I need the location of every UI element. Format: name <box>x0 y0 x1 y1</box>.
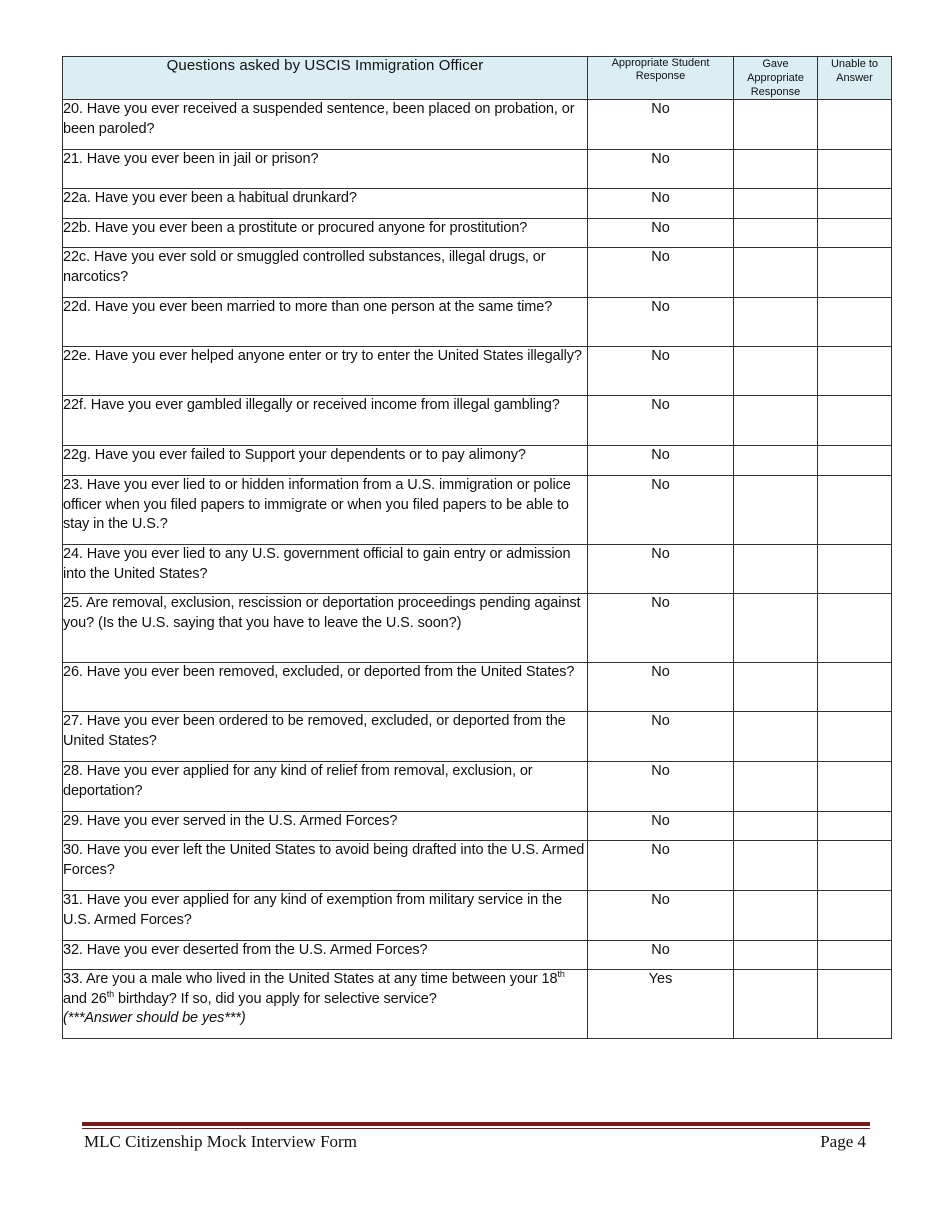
question-cell: 22a. Have you ever been a habitual drunkard? <box>63 189 588 219</box>
expected-answer-cell: No <box>588 594 734 663</box>
unable-to-answer-checkbox-cell[interactable] <box>818 891 892 941</box>
unable-to-answer-checkbox-cell[interactable] <box>818 663 892 712</box>
question-cell: 24. Have you ever lied to any U.S. government official to gain entry or admission into the United States? <box>63 545 588 594</box>
expected-answer-cell: No <box>588 476 734 545</box>
expected-answer-cell: No <box>588 189 734 219</box>
unable-to-answer-checkbox-cell[interactable] <box>818 712 892 762</box>
table-row <box>63 347 892 396</box>
table-row <box>63 891 892 941</box>
table-row <box>63 594 892 663</box>
table-row <box>63 189 892 219</box>
unable-to-answer-checkbox-cell[interactable] <box>818 219 892 248</box>
ordinal-suffix: th <box>106 988 115 999</box>
table-row <box>63 545 892 594</box>
unable-to-answer-checkbox-cell[interactable] <box>818 189 892 219</box>
table-row <box>63 150 892 189</box>
table-row <box>63 941 892 970</box>
gave-response-checkbox-cell[interactable] <box>734 189 818 219</box>
unable-to-answer-checkbox-cell[interactable] <box>818 248 892 298</box>
gave-response-checkbox-cell[interactable] <box>734 663 818 712</box>
ordinal-suffix: th <box>557 969 565 979</box>
footer-divider-thin <box>82 1128 870 1129</box>
gave-response-checkbox-cell[interactable] <box>734 248 818 298</box>
unable-to-answer-checkbox-cell[interactable] <box>818 150 892 189</box>
table-row <box>63 219 892 248</box>
expected-answer-cell: Yes <box>588 970 734 1039</box>
question-text: birthday? If so, did you apply for selective service? <box>114 990 437 1007</box>
question-column-header: Questions asked by USCIS Immigration Officer <box>63 57 588 100</box>
gave-response-checkbox-cell[interactable] <box>734 100 818 150</box>
table-row <box>63 476 892 545</box>
question-cell: 28. Have you ever applied for any kind of relief from removal, exclusion, or deportation? <box>63 762 588 812</box>
gave-response-checkbox-cell[interactable] <box>734 150 818 189</box>
question-cell: 31. Have you ever applied for any kind of exemption from military service in the U.S. Armed Forces? <box>63 891 588 941</box>
answer-note: (***Answer should be yes***) <box>63 1010 246 1026</box>
unable-to-answer-checkbox-cell[interactable] <box>818 841 892 891</box>
question-cell <box>63 970 588 1039</box>
gave-response-checkbox-cell[interactable] <box>734 841 818 891</box>
expected-answer-cell: No <box>588 396 734 446</box>
expected-answer-cell: No <box>588 812 734 841</box>
unable-to-answer-checkbox-cell[interactable] <box>818 594 892 663</box>
page-number: Page 4 <box>820 1132 866 1151</box>
table-row <box>63 100 892 150</box>
gave-response-checkbox-cell[interactable] <box>734 545 818 594</box>
interview-questions-table <box>62 56 892 1039</box>
expected-answer-cell: No <box>588 347 734 396</box>
unable-to-answer-checkbox-cell[interactable] <box>818 396 892 446</box>
footer-title: MLC Citizenship Mock Interview Form <box>84 1132 357 1151</box>
expected-answer-cell: No <box>588 446 734 476</box>
question-cell: 22e. Have you ever helped anyone enter or try to enter the United States illegally? <box>63 347 588 396</box>
table-row <box>63 762 892 812</box>
question-cell: 22b. Have you ever been a prostitute or procured anyone for prostitution? <box>63 219 588 248</box>
expected-answer-cell: No <box>588 762 734 812</box>
gave-response-checkbox-cell[interactable] <box>734 396 818 446</box>
expected-answer-cell: No <box>588 663 734 712</box>
table-header-row <box>63 57 892 100</box>
expected-answer-cell: No <box>588 841 734 891</box>
unable-to-answer-checkbox-cell[interactable] <box>818 762 892 812</box>
question-cell: 25. Are removal, exclusion, rescission or deportation proceedings pending against you? (Is the U.S. saying that you have to leave the U.S. soon?) <box>63 594 588 663</box>
question-cell: 29. Have you ever served in the U.S. Armed Forces? <box>63 812 588 841</box>
gave-response-checkbox-cell[interactable] <box>734 970 818 1039</box>
unable-to-answer-checkbox-cell[interactable] <box>818 298 892 347</box>
expected-answer-cell: No <box>588 150 734 189</box>
unable-to-answer-checkbox-cell[interactable] <box>818 812 892 841</box>
table-row <box>63 712 892 762</box>
expected-answer-cell: No <box>588 100 734 150</box>
unable-to-answer-checkbox-cell[interactable] <box>818 941 892 970</box>
expected-answer-cell: No <box>588 298 734 347</box>
unable-column-header: Unable to Answer <box>818 57 892 100</box>
unable-to-answer-checkbox-cell[interactable] <box>818 476 892 545</box>
gave-response-checkbox-cell[interactable] <box>734 712 818 762</box>
question-cell: 30. Have you ever left the United States to avoid being drafted into the U.S. Armed Forces? <box>63 841 588 891</box>
expected-answer-cell: No <box>588 712 734 762</box>
unable-to-answer-checkbox-cell[interactable] <box>818 347 892 396</box>
expected-answer-cell: No <box>588 545 734 594</box>
table-row <box>63 396 892 446</box>
response-column-header: Appropriate Student Response <box>588 57 734 100</box>
gave-response-checkbox-cell[interactable] <box>734 476 818 545</box>
question-cell: 22f. Have you ever gambled illegally or received income from illegal gambling? <box>63 396 588 446</box>
question-cell: 22c. Have you ever sold or smuggled controlled substances, illegal drugs, or narcotics? <box>63 248 588 298</box>
expected-answer-cell: No <box>588 941 734 970</box>
question-cell: 32. Have you ever deserted from the U.S. Armed Forces? <box>63 941 588 970</box>
gave-response-checkbox-cell[interactable] <box>734 762 818 812</box>
gave-response-checkbox-cell[interactable] <box>734 347 818 396</box>
table-row <box>63 298 892 347</box>
question-cell: 26. Have you ever been removed, excluded, or deported from the United States? <box>63 663 588 712</box>
table-row <box>63 970 892 1039</box>
table-body <box>63 100 892 1039</box>
question-cell: 20. Have you ever received a suspended sentence, been placed on probation, or been paroled? <box>63 100 588 150</box>
expected-answer-cell: No <box>588 248 734 298</box>
footer-divider <box>82 1122 870 1126</box>
gave-response-checkbox-cell[interactable] <box>734 812 818 841</box>
unable-to-answer-checkbox-cell[interactable] <box>818 446 892 476</box>
unable-to-answer-checkbox-cell[interactable] <box>818 545 892 594</box>
question-cell: 23. Have you ever lied to or hidden information from a U.S. immigration or police officer when you filed papers to immigrate or when you filed papers to be able to stay in the U.S.? <box>63 476 588 545</box>
question-cell: 27. Have you ever been ordered to be removed, excluded, or deported from the United States? <box>63 712 588 762</box>
expected-answer-cell: No <box>588 219 734 248</box>
gave-response-checkbox-cell[interactable] <box>734 594 818 663</box>
gave-response-column-header: Gave Appropriate Response <box>734 57 818 100</box>
gave-response-checkbox-cell[interactable] <box>734 298 818 347</box>
question-text: and 26 <box>63 990 107 1007</box>
question-cell: 22d. Have you ever been married to more than one person at the same time? <box>63 298 588 347</box>
gave-response-checkbox-cell[interactable] <box>734 941 818 970</box>
question-cell: 21. Have you ever been in jail or prison? <box>63 150 588 189</box>
table-row <box>63 446 892 476</box>
question-cell: 22g. Have you ever failed to Support your dependents or to pay alimony? <box>63 446 588 476</box>
table-row <box>63 663 892 712</box>
unable-to-answer-checkbox-cell[interactable] <box>818 100 892 150</box>
unable-to-answer-checkbox-cell[interactable] <box>818 970 892 1039</box>
gave-response-checkbox-cell[interactable] <box>734 891 818 941</box>
table-row <box>63 841 892 891</box>
gave-response-checkbox-cell[interactable] <box>734 219 818 248</box>
question-text: 33. Are you a male who lived in the United States at any time between your 18 <box>63 971 558 987</box>
table-row <box>63 812 892 841</box>
expected-answer-cell: No <box>588 891 734 941</box>
gave-response-checkbox-cell[interactable] <box>734 446 818 476</box>
table-row <box>63 248 892 298</box>
